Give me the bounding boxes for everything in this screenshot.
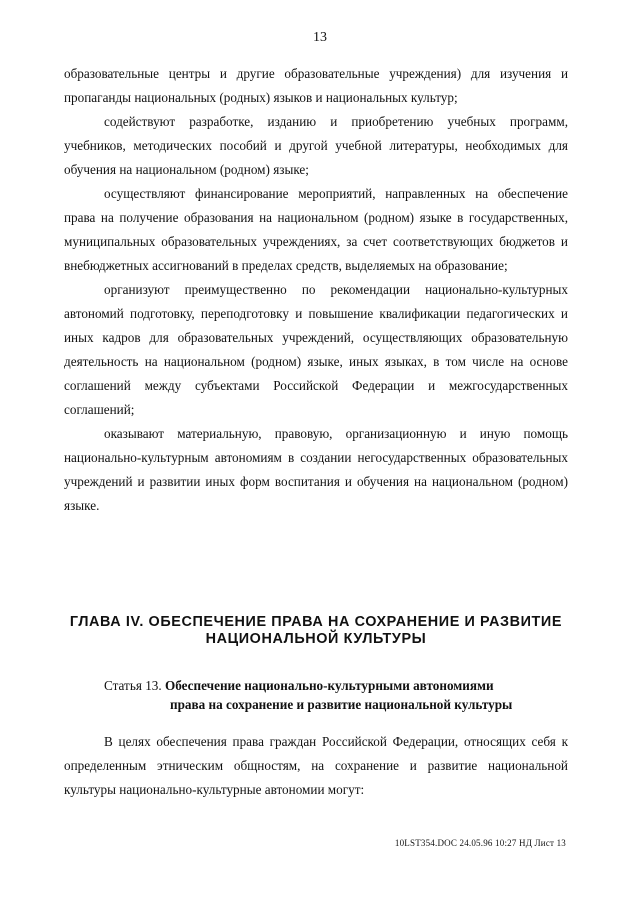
article-label: Статья 13. (104, 678, 162, 693)
paragraph-assistance: оказывают материальную, правовую, организационную и иную помощь национально-культурным автономиям в создании негосударственных образовательных учреждений и развитии иных форм воспитания и обучения на национальном (родном) языке. (64, 426, 568, 513)
article-title-line-2: права на сохранение и развитие национальной культуры (170, 697, 513, 712)
page-number: 13 (313, 30, 327, 45)
paragraph-financing: осуществляют финансирование мероприятий, направленных на обеспечение права на получение образования на национальном (родном) языке в государственных, муниципальных образовательных учреждениях, за счет соответствующих бюджетов и внебюджетных ассигнований в пределах средств, выделяемых на образование; (64, 186, 568, 273)
paragraph-textbooks: содействуют разработке, изданию и приобретению учебных программ, учебников, методических пособий и другой учебной литературы, необходимых для обучения на национальном (родном) языке; (64, 114, 568, 177)
document-footer: 10LST354.DOC 24.05.96 10:27 НД Лист 13 (394, 838, 566, 848)
paragraph-training: организуют преимущественно по рекомендации национально-культурных автономий подготовку, переподготовку и повышение квалификации педагогических и иных кадров для образовательных учреждений, осуществляющих образовательную деятельность на национальном (родном) языке, иных языках, в том числе на основе соглашений между субъектами Российской Федерации и межгосударственных соглашений; (64, 282, 568, 417)
body-text-bottom (64, 730, 568, 802)
chapter-heading: ГЛАВА IV. ОБЕСПЕЧЕНИЕ ПРАВА НА СОХРАНЕНИЕ И РАЗВИТИЕ НАЦИОНАЛЬНОЙ КУЛЬТУРЫ (69, 614, 563, 647)
paragraph-continuation: образовательные центры и другие образовательные учреждения) для изучения и пропаганды национальных (родных) языков и национальных культур; (64, 66, 568, 105)
article-heading (104, 676, 564, 714)
body-text-top (64, 62, 568, 518)
article-title-line-1 (104, 676, 564, 695)
article-title-part-1: Обеспечение национально-культурными автономиями (164, 678, 494, 693)
paragraph-article-intro: В целях обеспечения права граждан Российской Федерации, относящих себя к определенным этническим общностям, на сохранение и развитие национальной культуры национально-культурные автономии могут: (64, 734, 568, 797)
